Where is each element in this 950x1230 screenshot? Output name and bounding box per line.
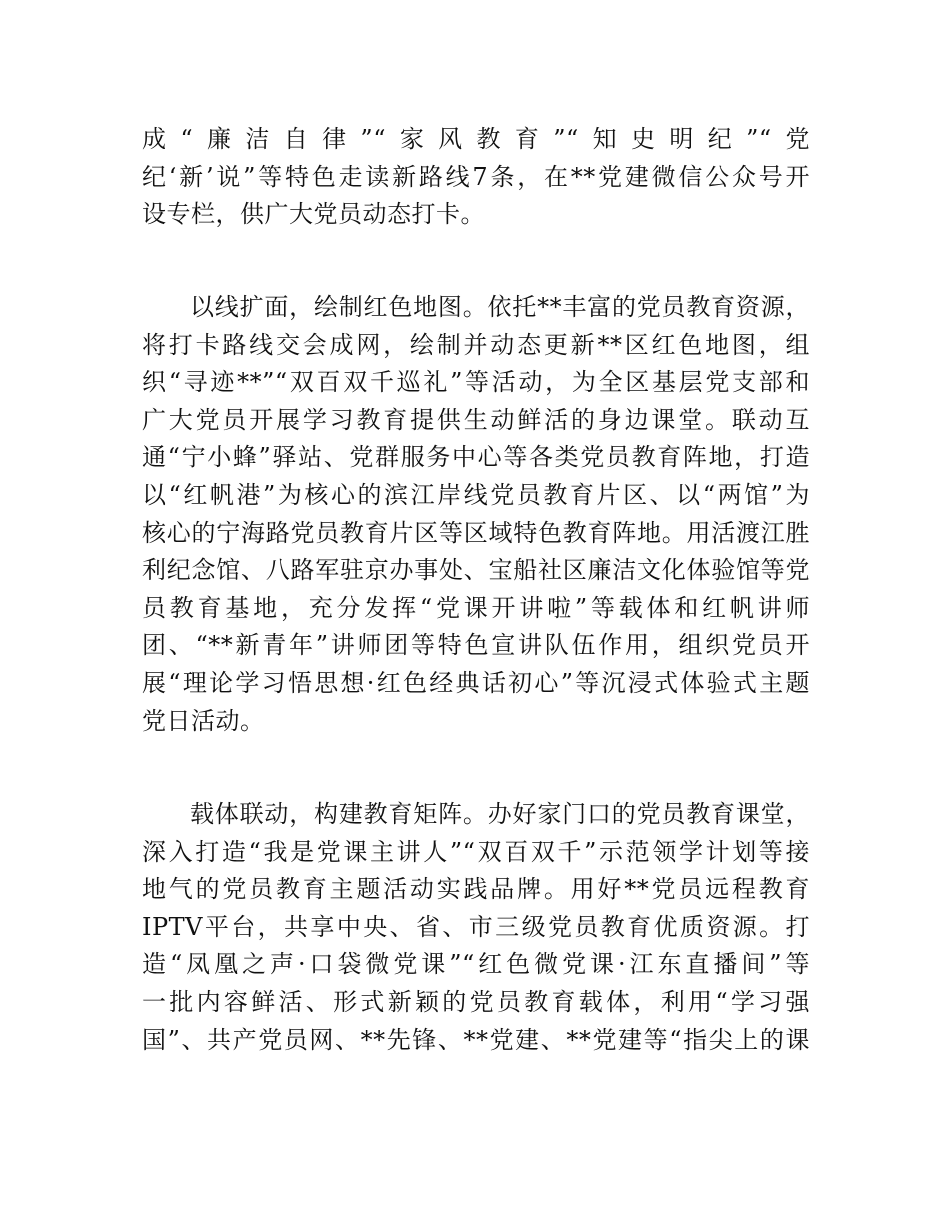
text-line: 地气的党员教育主题活动实践品牌。用好**党员远程教育 <box>142 875 810 904</box>
text-line: 将打卡路线交会成网，绘制并动态更新**区红色地图，组 <box>142 330 810 359</box>
text-line: 通“宁小蜂”驿站、党群服务中心等各类党员教育阵地，打造 <box>142 443 810 472</box>
text-line: 国”、共产党员网、**先锋、**党建、**党建等“指尖上的课 <box>142 1025 810 1054</box>
text-line: 深入打造“我是党课主讲人”“双百双千”示范领学计划等接 <box>142 837 810 866</box>
text-line: 成“廉洁自律”“家风教育”“知史明纪”“党 <box>142 125 810 153</box>
text-line: 员教育基地，充分发挥“党课开讲啦”等载体和红帆讲师 <box>142 593 810 622</box>
text-line: 织“寻迹**”“双百双千巡礼”等活动，为全区基层党支部和 <box>142 368 810 397</box>
paragraph-2 <box>142 289 810 740</box>
text-line: 党日活动。 <box>142 706 265 735</box>
text-line: 以“红帆港”为核心的滨江岸线党员教育片区、以“两馆”为 <box>142 480 810 509</box>
text-line: 团、“**新青年”讲师团等特色宣讲队伍作用，组织党员开 <box>142 631 810 660</box>
text-line: 以线扩面，绘制红色地图。依托**丰富的党员教育资源， <box>190 293 810 321</box>
text-line: 造“凤凰之声·口袋微党课”“红色微党课·江东直播间”等 <box>142 950 810 979</box>
text-line: 设专栏，供广大党员动态打卡。 <box>142 200 485 229</box>
text-line: 广大党员开展学习教育提供生动鲜活的身边课堂。联动互 <box>142 405 810 434</box>
text-line: 纪‘新’说”等特色走读新路线7条，在**党建微信公众号开 <box>142 162 810 191</box>
paragraph-1 <box>142 121 810 234</box>
text-line: 一批内容鲜活、形式新颖的党员教育载体，利用“学习强 <box>142 987 810 1016</box>
paragraph-3 <box>142 796 810 1059</box>
text-line: 利纪念馆、八路军驻京办事处、宝船社区廉洁文化体验馆等党 <box>142 556 810 585</box>
text-line: 展“理论学习悟思想·红色经典话初心”等沉浸式体验式主题 <box>142 668 810 697</box>
text-line: IPTV平台，共享中央、省、市三级党员教育优质资源。打 <box>142 912 810 941</box>
text-line: 核心的宁海路党员教育片区等区域特色教育阵地。用活渡江胜 <box>142 518 810 547</box>
text-line: 载体联动，构建教育矩阵。办好家门口的党员教育课堂， <box>190 800 810 828</box>
